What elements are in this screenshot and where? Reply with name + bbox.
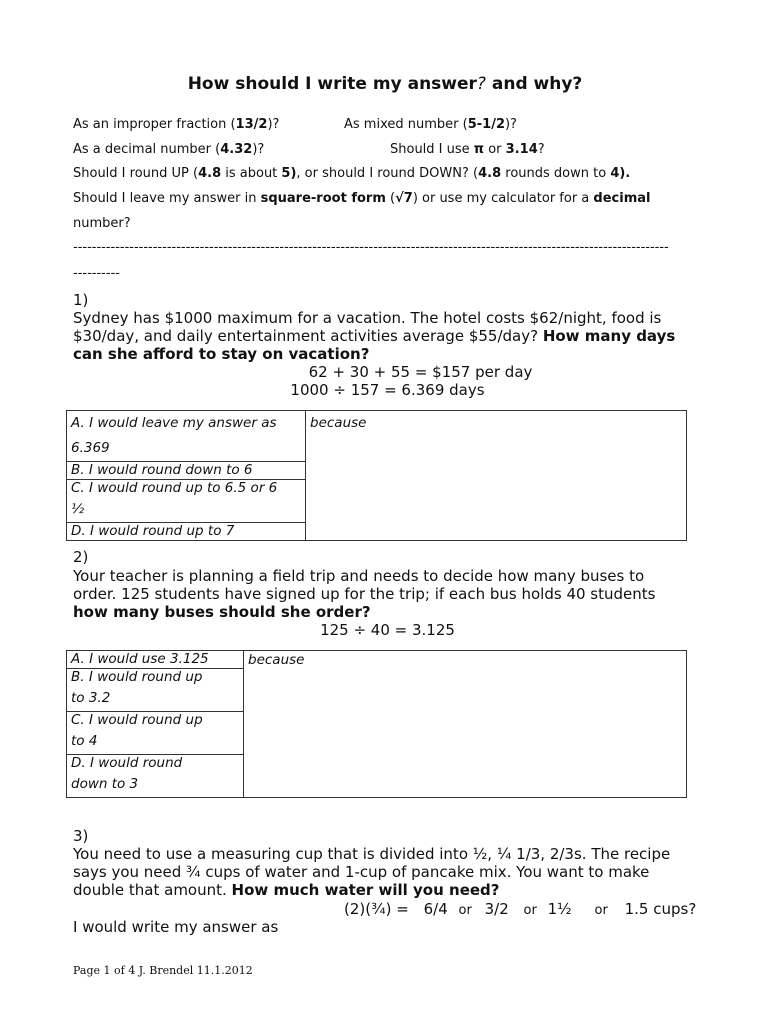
rounding-question: Should I round UP (4.8 is about 5), or should I round DOWN? (4.8 rounds down to 4). bbox=[73, 166, 631, 181]
q3-text-line3: double that amount. How much water will you need? bbox=[73, 881, 500, 899]
divider: ------------------------------------------------------------------------------------------------------------------------------- bbox=[73, 240, 669, 255]
q2-options-table bbox=[66, 650, 687, 798]
q1-option-d[interactable]: D. I would round up to 7 bbox=[67, 523, 306, 541]
sqrt-question-cont: number? bbox=[73, 216, 131, 231]
page-footer: Page 1 of 4 J. Brendel 11.1.2012 bbox=[73, 964, 253, 977]
mixed-number-question: As mixed number (5-1/2)? bbox=[344, 117, 517, 132]
q1-text-line3: can she afford to stay on vacation? bbox=[73, 345, 370, 363]
q2-text-line2: order. 125 students have signed up for the trip; if each bus holds 40 students bbox=[73, 585, 656, 603]
q2-text-line1: Your teacher is planning a field trip and needs to decide how many buses to bbox=[73, 567, 645, 585]
improper-fraction-question: As an improper fraction (13/2)? bbox=[73, 117, 280, 132]
q2-because-cell[interactable]: because bbox=[244, 651, 687, 798]
q1-number: 1) bbox=[73, 291, 89, 309]
q1-option-a[interactable]: A. I would leave my answer as 6.369 bbox=[67, 411, 306, 462]
pi-question: Should I use π or 3.14? bbox=[390, 142, 545, 157]
q1-option-c[interactable]: C. I would round up to 6.5 or 6 ½ bbox=[67, 480, 306, 523]
q1-text-line2: $30/day, and daily entertainment activities average $55/day? How many days bbox=[73, 327, 676, 345]
q1-option-b[interactable]: B. I would round down to 6 bbox=[67, 462, 306, 480]
q1-calc1: 62 + 30 + 55 = $157 per day bbox=[308, 363, 533, 381]
q3-calc: (2)(¾) = 6/4 or 3/2 or 1½ or 1.5 cups? bbox=[344, 900, 697, 918]
q2-option-d[interactable]: D. I would round down to 3 bbox=[67, 755, 244, 798]
q3-text-line1: You need to use a measuring cup that is divided into ½, ¼ 1/3, 2/3s. The recipe bbox=[73, 845, 671, 863]
q1-calc2: 1000 ÷ 157 = 6.369 days bbox=[290, 381, 485, 399]
q3-text-line2: says you need ¾ cups of water and 1-cup of pancake mix. You want to make bbox=[73, 863, 650, 881]
sqrt-question: Should I leave my answer in square-root form (√7) or use my calculator for a decimal bbox=[73, 191, 651, 206]
q2-number: 2) bbox=[73, 548, 89, 566]
decimal-question: As a decimal number (4.32)? bbox=[73, 142, 265, 157]
q3-answer-prompt: I would write my answer as bbox=[73, 918, 279, 936]
divider-tail: ---------- bbox=[73, 266, 120, 281]
q1-text-line1: Sydney has $1000 maximum for a vacation. The hotel costs $62/night, food is bbox=[73, 309, 662, 327]
q1-options-table bbox=[66, 410, 687, 541]
q2-option-a[interactable]: A. I would use 3.125 bbox=[67, 651, 244, 669]
q1-because-cell[interactable]: because bbox=[306, 411, 687, 541]
q2-option-c[interactable]: C. I would round up to 4 bbox=[67, 712, 244, 755]
q3-number: 3) bbox=[73, 827, 89, 845]
page-title: How should I write my answer? and why? bbox=[187, 74, 583, 94]
q2-calc: 125 ÷ 40 = 3.125 bbox=[320, 621, 455, 639]
q2-text-line3: how many buses should she order? bbox=[73, 603, 371, 621]
q2-option-b[interactable]: B. I would round up to 3.2 bbox=[67, 669, 244, 712]
